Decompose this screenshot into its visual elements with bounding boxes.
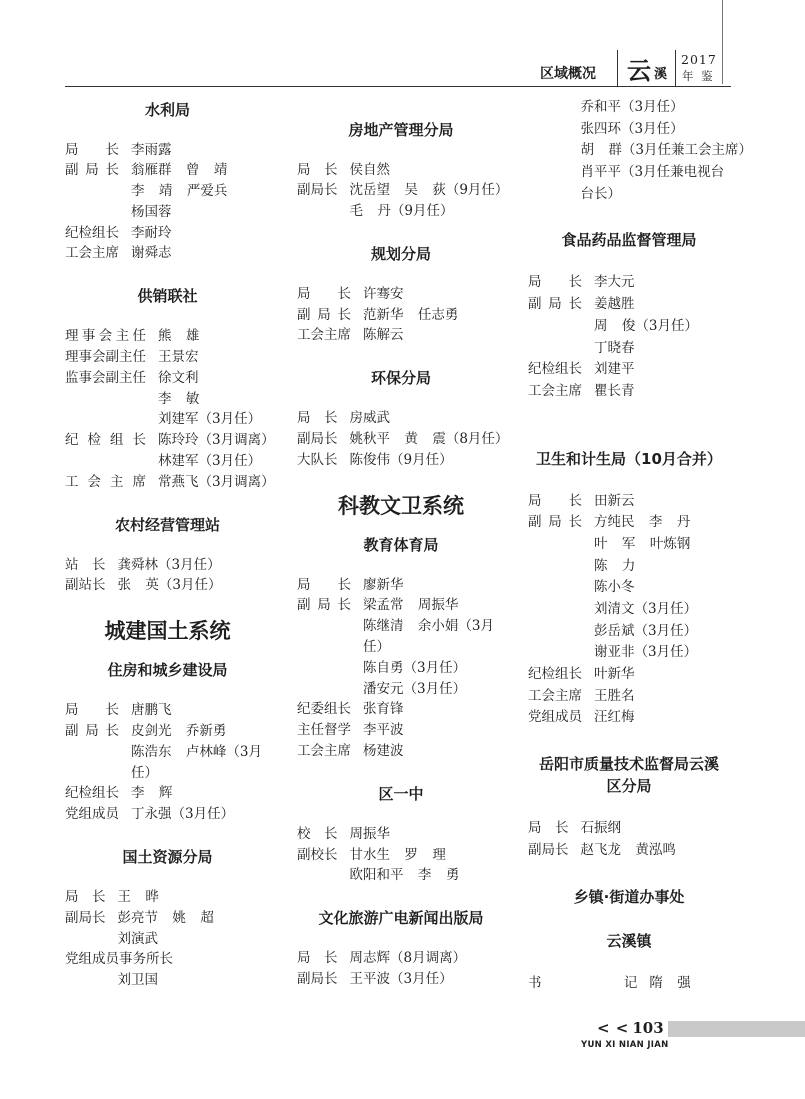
- section: [528, 753, 730, 861]
- entry-row: [528, 491, 730, 513]
- section: [65, 100, 270, 265]
- entry-role: [528, 184, 569, 206]
- entry-row: [528, 686, 730, 708]
- entry-row: [65, 326, 270, 347]
- entry-names: 梁孟常 周振华: [363, 597, 459, 614]
- entry-row: [65, 949, 270, 970]
- entry-role: 副校长: [297, 846, 338, 863]
- entry-row: [65, 389, 270, 410]
- entry-row: [297, 160, 505, 181]
- section: [297, 244, 505, 346]
- entry-role: [65, 181, 119, 202]
- entry-row: [65, 970, 270, 991]
- entry-role: [528, 97, 569, 119]
- entry-row: [528, 272, 730, 294]
- footer-pinyin: YUN XI NIAN JIAN: [581, 1040, 669, 1050]
- entry-names: 李 敏: [158, 390, 200, 407]
- entry-row: [528, 359, 730, 381]
- entry-role: 局 长: [297, 950, 338, 967]
- entry-names: 任）: [363, 639, 390, 656]
- entry-row: [65, 181, 270, 202]
- entry-names: 李大元: [594, 274, 635, 291]
- entry-names: 王平波（3月任）: [349, 971, 453, 988]
- entry-role: [297, 865, 338, 886]
- entry-role: 局 长: [528, 274, 582, 291]
- entry-role: 副 局 长: [528, 296, 582, 313]
- section: [528, 97, 753, 205]
- entry-role: [528, 621, 582, 643]
- entry-names: 陈解云: [363, 327, 404, 344]
- section-heading: 区一中: [378, 784, 424, 803]
- entry-role: 纪检组长: [528, 666, 582, 683]
- section: [65, 515, 270, 597]
- section-heading: 住房和城乡建设局: [107, 661, 228, 680]
- entry-names: 陈继清 余小娟（3月: [363, 618, 495, 635]
- entry-role: 工会主席: [297, 743, 351, 760]
- entry-row: [65, 555, 270, 576]
- entry-names: 周振华: [349, 825, 390, 842]
- header-divider: [617, 50, 618, 86]
- entry-role: [65, 929, 106, 950]
- entry-role: 局 长: [65, 702, 119, 719]
- entry-row: [65, 368, 270, 389]
- entry-row: [297, 180, 509, 201]
- entry-role: 纪检组长: [65, 224, 119, 241]
- entry-names: 李耐玲: [131, 224, 172, 241]
- entry-names: 石振纲: [580, 820, 621, 837]
- entry-role: 理事会副主任: [65, 349, 146, 366]
- entry-role: 副 局 长: [65, 162, 119, 179]
- entry-role: [65, 451, 146, 472]
- entry-names: 陈自勇（3月任）: [363, 659, 467, 676]
- entry-row: [65, 409, 270, 430]
- entry-role: 校 长: [297, 825, 338, 842]
- entry-names: 杨建波: [363, 743, 404, 760]
- entry-names: 李雨露: [131, 141, 172, 158]
- entry-row: [65, 202, 270, 223]
- column-2: [297, 120, 509, 990]
- section: [65, 618, 270, 825]
- entry-role: 局 长: [65, 889, 106, 906]
- entry-row: [528, 642, 730, 664]
- entry-role: 工会主席: [65, 245, 119, 262]
- entry-names: 赵飞龙 黄泓鸣: [580, 841, 676, 858]
- entry-names: 周志辉（8月调离）: [349, 950, 467, 967]
- section-heading: 云溪镇: [606, 931, 652, 950]
- entry-role: 纪检组长: [65, 785, 119, 802]
- entry-row: [297, 201, 505, 222]
- entry-role: 局 长: [65, 141, 119, 158]
- entry-role: 工会主席: [528, 687, 582, 704]
- entry-row: [528, 664, 730, 686]
- entry-role: 书 记: [528, 974, 638, 991]
- entry-names: 隋 强: [649, 974, 691, 991]
- entry-row: [65, 243, 270, 264]
- entry-role: [297, 679, 351, 700]
- entry-names: 陈俊伟（9月任）: [349, 451, 453, 468]
- entry-row: [297, 305, 505, 326]
- entry-role: 纪 检 组 长: [65, 432, 146, 449]
- entry-row: [528, 294, 730, 316]
- footer-bar: [668, 1021, 805, 1037]
- entry-role: [297, 616, 351, 637]
- entry-row: [528, 818, 730, 840]
- entry-row: [65, 887, 270, 908]
- entry-names: 林建军（3月任）: [158, 453, 262, 470]
- section: [65, 286, 275, 492]
- entry-row: [297, 969, 505, 990]
- header-edge-line: [722, 0, 723, 84]
- entry-names: 台长）: [580, 185, 621, 202]
- entry-role: [65, 970, 106, 991]
- entry-row: [65, 763, 270, 784]
- entry-row: [528, 707, 730, 729]
- entry-role: 纪检组长: [528, 361, 582, 378]
- entry-names: 刘演武: [117, 930, 158, 947]
- entry-row: [528, 577, 730, 599]
- entry-names: 刘建平: [594, 361, 635, 378]
- entry-names: 周 俊（3月任）: [594, 317, 699, 334]
- entry-names: 姜越胜: [594, 296, 635, 313]
- entry-role: [528, 140, 569, 162]
- section-heading: 食品药品监督管理局: [561, 231, 697, 250]
- entry-role: 局 长: [297, 285, 351, 302]
- entry-row: [65, 140, 270, 161]
- entry-role: 副 局 长: [297, 306, 351, 323]
- entry-names: 方纯民 李 丹: [594, 514, 691, 531]
- entry-row: [65, 742, 270, 763]
- entry-row: [528, 184, 730, 206]
- entry-row: [297, 948, 505, 969]
- entry-role: 监事会副主任: [65, 369, 146, 386]
- entry-row: [297, 658, 505, 679]
- entry-row: [297, 720, 505, 741]
- entry-row: [297, 616, 505, 637]
- entry-names: 乔和平（3月任）: [580, 99, 684, 115]
- entry-role: 局 长: [528, 492, 582, 509]
- entry-role: 副 局 长: [297, 597, 351, 614]
- header-brand-small: 溪: [654, 67, 668, 82]
- entry-names: 范新华 任志勇: [363, 306, 459, 323]
- entry-role: [297, 658, 351, 679]
- entry-names: 潘安元（3月任）: [363, 680, 467, 697]
- entry-names: 丁永强（3月任）: [131, 806, 235, 823]
- entry-names: 刘建军（3月任）: [158, 411, 262, 428]
- entry-names: 田新云: [594, 492, 635, 509]
- entry-role: 党组成员: [528, 709, 582, 726]
- section-heading-line: 区分局: [606, 777, 652, 796]
- entry-role: 副 局 长: [528, 514, 582, 531]
- column-3: [528, 97, 753, 994]
- entry-names: 廖新华: [363, 576, 404, 593]
- entry-row: [65, 347, 270, 368]
- entry-role: 副站长: [65, 577, 106, 594]
- entry-names: 刘卫国: [117, 972, 158, 989]
- section: [65, 847, 270, 991]
- header-section-title: 区域概况: [540, 66, 596, 82]
- section: [528, 229, 730, 402]
- entry-names: 瞿长青: [594, 382, 635, 399]
- section-heading-line: 岳阳市质量技术监督局云溪: [538, 755, 719, 774]
- entry-row: [65, 929, 270, 950]
- entry-role: 大队长: [297, 451, 338, 468]
- entry-names: 熊 雄: [158, 328, 200, 345]
- entry-names: 杨国蓉: [131, 203, 172, 220]
- entry-row: [65, 908, 270, 929]
- entry-names: 肖平平（3月任兼电视台: [580, 164, 725, 181]
- header-yearbook: 年 鉴: [682, 69, 713, 83]
- entry-role: [65, 202, 119, 223]
- entry-row: [528, 381, 730, 403]
- entry-names: 张育锋: [363, 701, 404, 718]
- entry-role: [528, 599, 582, 621]
- header-rule: [65, 86, 731, 87]
- entry-role: [65, 409, 146, 430]
- entry-names: 翁雁群 曾 靖: [131, 162, 228, 179]
- entry-names: 王景宏: [158, 349, 199, 366]
- entry-names: 汪红梅: [594, 709, 635, 726]
- section: [297, 784, 505, 886]
- entry-names: 甘水生 罗 理: [349, 846, 446, 863]
- entry-names: 毛 丹（9月任）: [349, 203, 454, 220]
- entry-row: [297, 637, 505, 658]
- section-heading: 教育体育局: [363, 535, 439, 554]
- entry-row: [65, 451, 270, 472]
- entry-row: [297, 679, 505, 700]
- group-heading: 乡镇·街道办事处: [573, 887, 685, 906]
- entry-row: [528, 534, 730, 556]
- entry-row: [528, 973, 730, 995]
- entry-role: [297, 637, 351, 658]
- entry-role: 工 会 主 席: [65, 473, 146, 490]
- entry-names: 沈岳望 吴 荻（9月任）: [349, 182, 509, 199]
- entry-role: 工会主席: [297, 327, 351, 344]
- section-heading: [528, 753, 730, 797]
- entry-names: 谢舜志: [131, 245, 172, 262]
- entry-row: [528, 162, 730, 184]
- entry-role: 主任督学: [297, 722, 351, 739]
- entry-row: [528, 119, 730, 141]
- entry-names: 任）: [131, 764, 158, 781]
- entry-role: [528, 577, 582, 599]
- entry-names: 陈玲玲（3月调离）: [158, 432, 275, 449]
- section-heading: 水利局: [144, 100, 190, 119]
- section-heading: 环保分局: [370, 369, 431, 388]
- entry-role: 局 长: [297, 161, 338, 178]
- entry-role: [528, 162, 569, 184]
- entry-row: [65, 804, 270, 825]
- entry-names: 李 靖 严爱兵: [131, 183, 228, 200]
- entry-row: [528, 621, 730, 643]
- entry-names: 叶新华: [594, 666, 635, 683]
- header-brand-big: 云: [627, 56, 651, 85]
- section: [297, 908, 505, 990]
- section: [297, 493, 505, 762]
- entry-role: [297, 201, 338, 222]
- entry-role: 党组成员事务所长: [65, 951, 173, 968]
- entry-row: [297, 845, 505, 866]
- entry-names: 房威武: [349, 410, 390, 427]
- entry-role: [528, 534, 582, 556]
- entry-row: [297, 865, 505, 886]
- entry-row: [297, 595, 505, 616]
- entry-names: 龚舜林（3月任）: [117, 556, 221, 573]
- entry-row: [528, 97, 730, 119]
- entry-role: [528, 316, 582, 338]
- entry-row: [65, 721, 270, 742]
- entry-names: 刘清文（3月任）: [594, 601, 698, 617]
- entry-row: [297, 699, 505, 720]
- page-number: 103: [632, 1019, 664, 1037]
- entry-row: [528, 512, 730, 534]
- entry-names: 张四环（3月任）: [580, 120, 684, 137]
- entry-role: 副局长: [297, 971, 338, 988]
- entry-row: [65, 160, 270, 181]
- entry-row: [297, 325, 505, 346]
- entry-role: [528, 556, 582, 578]
- section-heading: 房地产管理分局: [348, 120, 454, 139]
- entry-role: 局 长: [297, 576, 351, 593]
- section-heading: 供销联社: [137, 287, 198, 306]
- system-heading: 城建国土系统: [104, 618, 231, 644]
- entry-role: [528, 338, 582, 360]
- section: [528, 448, 730, 730]
- section-heading: 国土资源分局: [122, 848, 213, 867]
- entry-names: 张 英（3月任）: [117, 577, 222, 594]
- entry-row: [528, 316, 730, 338]
- header-divider: [675, 50, 676, 86]
- entry-row: [528, 556, 730, 578]
- section: [297, 120, 509, 222]
- entry-row: [65, 575, 270, 596]
- entry-role: 副局长: [297, 431, 338, 448]
- section-heading: 规划分局: [370, 244, 431, 263]
- entry-names: 王胜名: [594, 687, 635, 704]
- entry-row: [297, 408, 505, 429]
- entry-names: 常燕飞（3月调离）: [158, 473, 275, 490]
- entry-row: [528, 140, 753, 162]
- entry-role: [65, 742, 119, 763]
- entry-row: [65, 472, 275, 493]
- entry-names: 陈浩东 卢林峰（3月: [131, 743, 263, 760]
- entry-row: [297, 741, 505, 762]
- section-heading: 卫生和计生局（10月合并）: [536, 449, 722, 468]
- page-marker: < <: [597, 1019, 629, 1037]
- entry-role: 副局长: [528, 841, 569, 858]
- entry-names: 王 晔: [117, 889, 159, 906]
- entry-role: 副局长: [297, 182, 338, 199]
- entry-row: [297, 575, 505, 596]
- entry-names: 皮剑光 乔新勇: [131, 723, 227, 740]
- entry-role: 纪委组长: [297, 701, 351, 718]
- entry-row: [65, 430, 275, 451]
- entry-row: [297, 429, 509, 450]
- entry-row: [297, 824, 505, 845]
- entry-row: [65, 783, 270, 804]
- entry-names: 谢亚非（3月任）: [594, 644, 698, 661]
- entry-row: [528, 338, 730, 360]
- entry-role: [528, 642, 582, 664]
- entry-names: 丁晓春: [594, 339, 635, 356]
- entry-role: [65, 763, 119, 784]
- entry-names: 胡 群（3月任兼工会主席）: [580, 142, 753, 159]
- section-heading: 农村经营管理站: [114, 515, 220, 534]
- entry-names: 李平波: [363, 722, 404, 739]
- entry-names: 唐鹏飞: [131, 702, 172, 719]
- column-1: [65, 100, 275, 992]
- entry-row: [528, 840, 730, 862]
- entry-role: [528, 119, 569, 141]
- entry-names: 欧阳和平 李 勇: [349, 867, 460, 884]
- page-number-block: [597, 1018, 664, 1038]
- entry-role: 局 长: [528, 820, 569, 837]
- entry-row: [65, 223, 270, 244]
- entry-role: 党组成员: [65, 806, 119, 823]
- entry-row: [65, 700, 270, 721]
- section-heading: 文化旅游广电新闻出版局: [318, 909, 484, 928]
- section: [528, 886, 730, 995]
- entry-names: 李 辉: [131, 785, 173, 802]
- entry-role: 局 长: [297, 410, 338, 427]
- entry-names: 许骞安: [363, 285, 404, 302]
- entry-role: 工会主席: [528, 382, 582, 399]
- entry-names: 徐文利: [158, 369, 199, 386]
- entry-names: 叶 军 叶炼钢: [594, 535, 691, 552]
- entry-names: 彭亮节 姚 超: [117, 909, 214, 926]
- system-heading: 科教文卫系统: [338, 492, 464, 518]
- entry-role: 副 局 长: [65, 723, 119, 740]
- entry-names: 陈小冬: [594, 579, 635, 596]
- entry-names: 侯自然: [349, 161, 390, 178]
- entry-row: [297, 450, 505, 471]
- section: [297, 368, 509, 470]
- entry-role: [65, 389, 146, 410]
- entry-row: [528, 599, 730, 621]
- entry-role: 副局长: [65, 909, 106, 926]
- entry-role: 理 事 会 主 任: [65, 328, 146, 345]
- entry-names: 彭岳斌（3月任）: [594, 622, 698, 639]
- entry-names: 陈 力: [594, 557, 636, 574]
- entry-role: 站 长: [65, 556, 106, 573]
- entry-row: [297, 284, 505, 305]
- header-year: 2017: [681, 52, 717, 67]
- entry-names: 姚秋平 黄 震（8月任）: [349, 431, 509, 448]
